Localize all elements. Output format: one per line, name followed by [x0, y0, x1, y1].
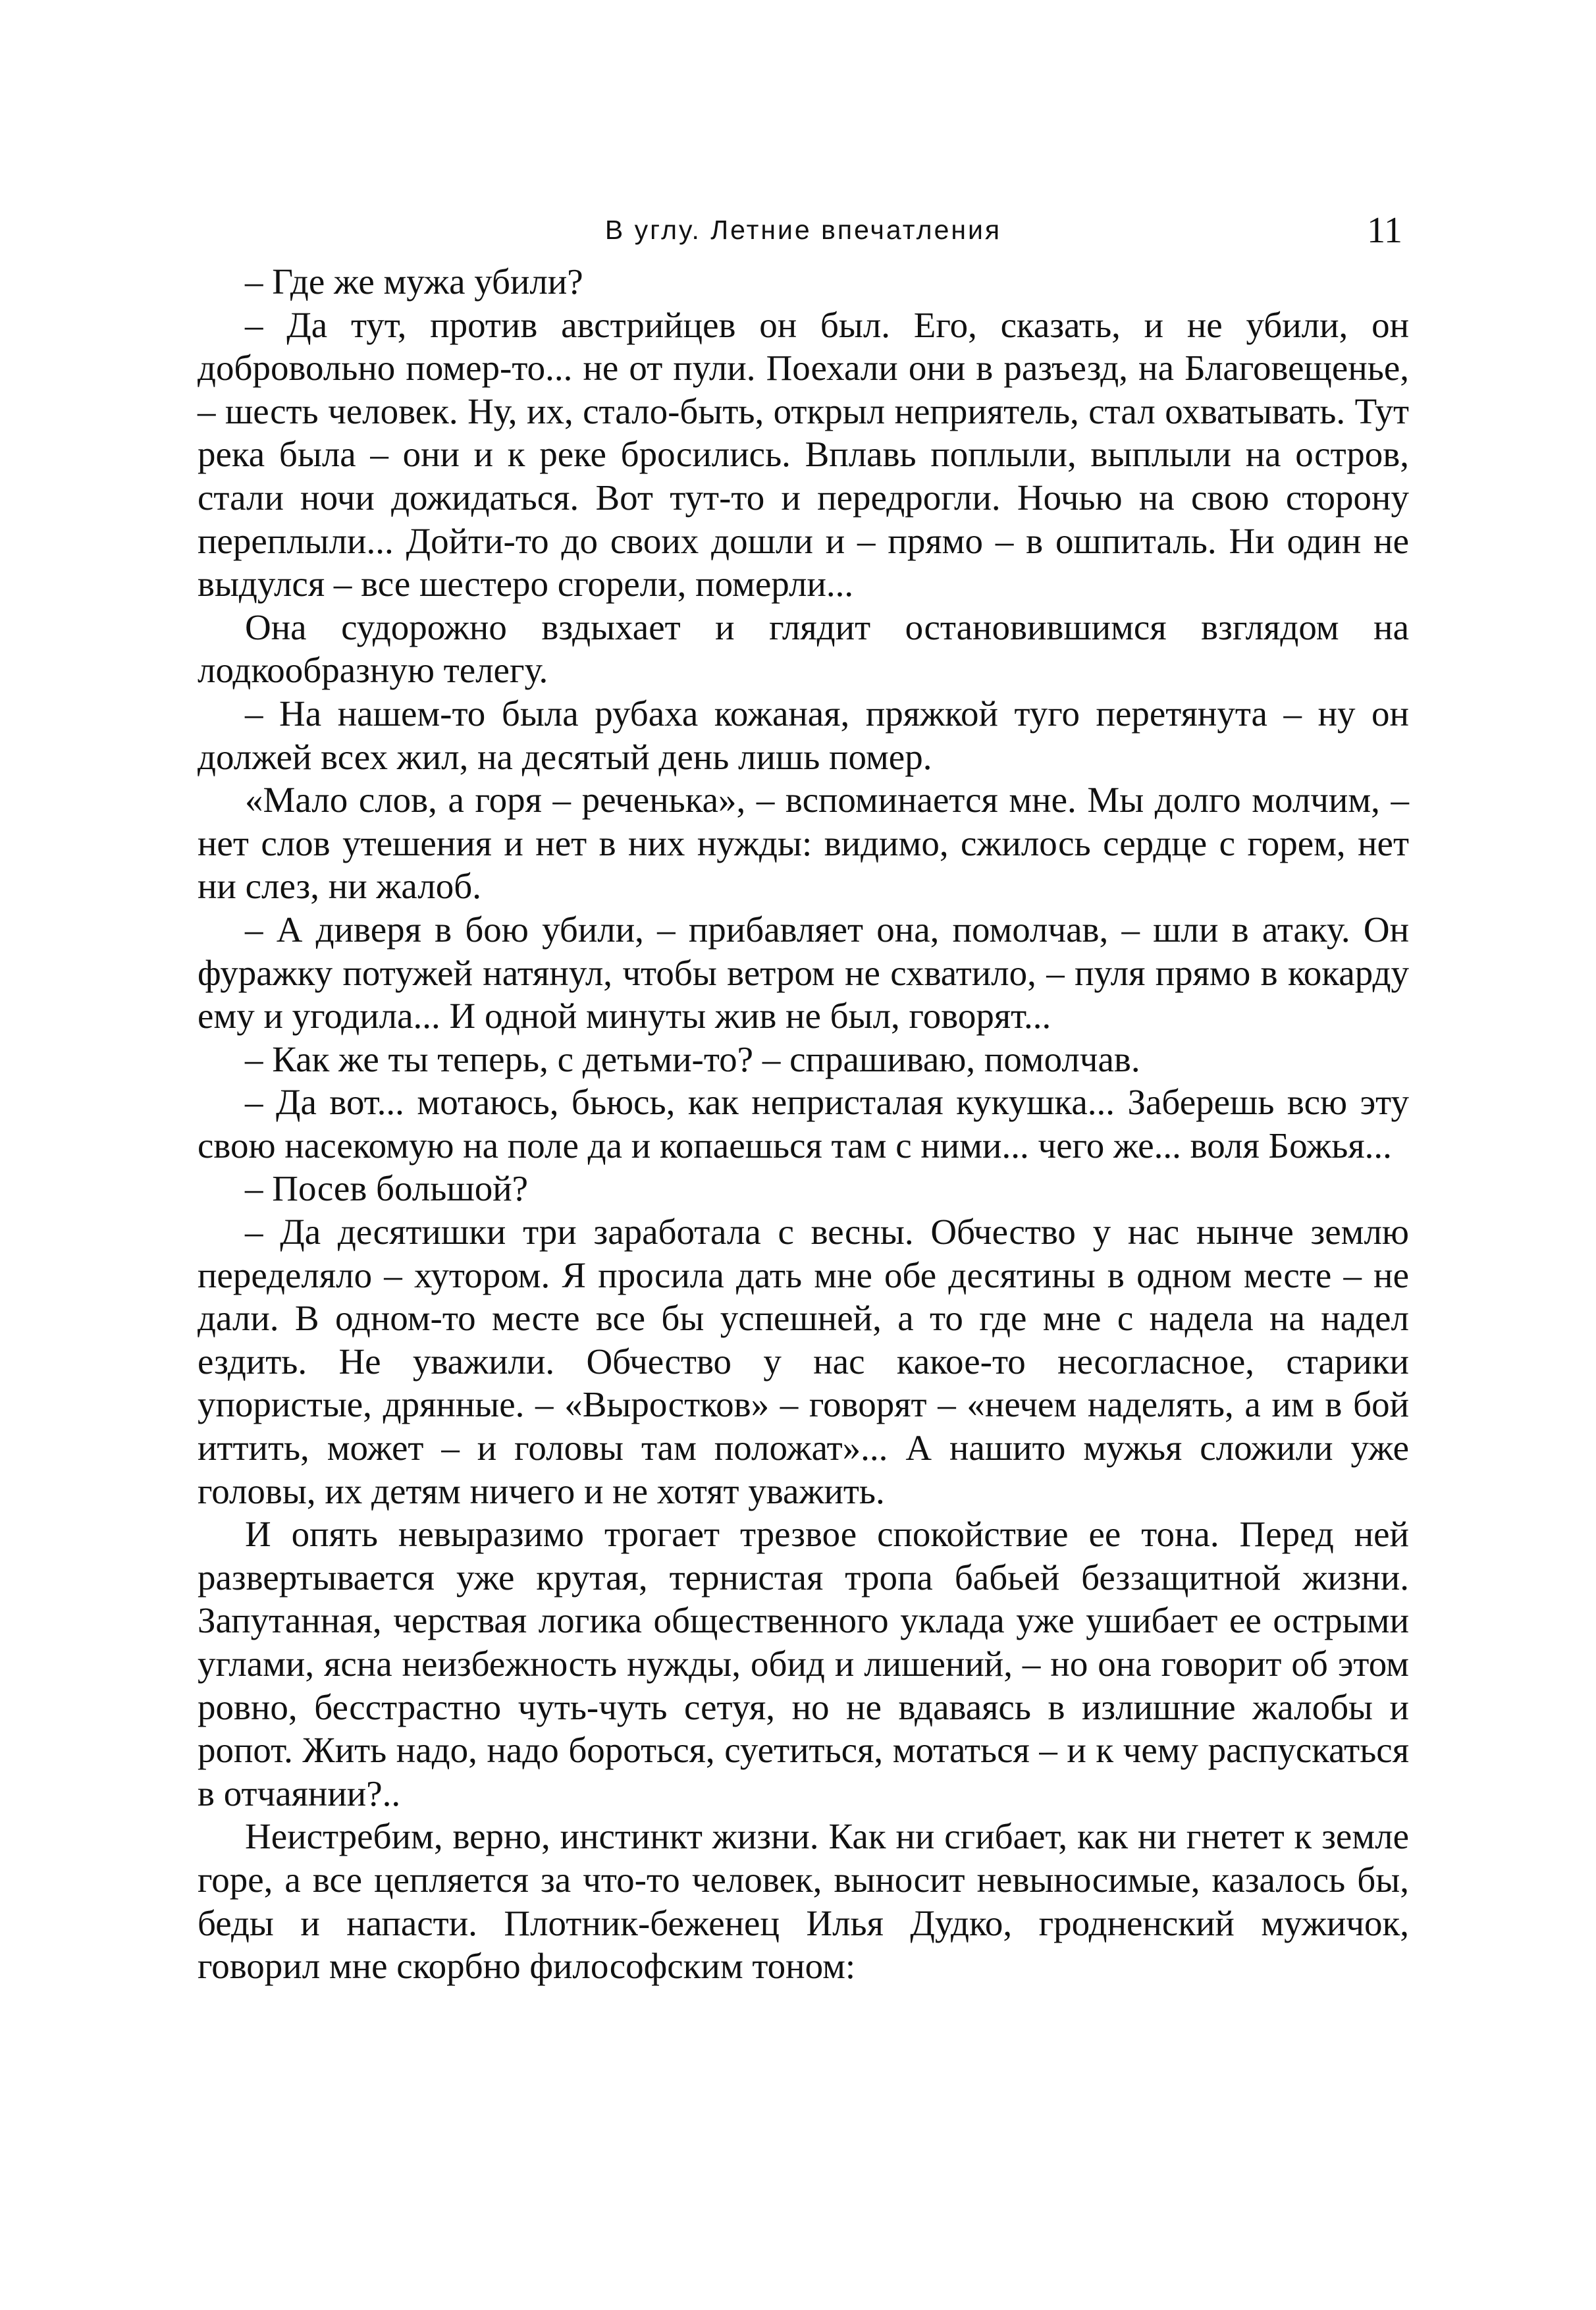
paragraph: – Да вот... мотаюсь, бьюсь, как непристалая кукушка... Заберешь всю эту свою насекомую на поле да и копаешься там с ними... чего же... воля Божья... [198, 1082, 1409, 1166]
paragraph: – А диверя в бою убили, – прибавляет она, помолчав, – шли в атаку. Он фуражку потужей натянул, чтобы ветром не схватило, – пуля прямо в кокарду ему и угодила... И одной минуты жив не был, говорят... [198, 909, 1409, 1036]
paragraph: Неистребим, верно, инстинкт жизни. Как ни сгибает, как ни гнетет к земле горе, а все цепляется за что-то человек, выносит невыносимые, казалось бы, беды и напасти. Плотник-беженец Илья Дудко, гродненский мужичок, говорил мне скорбно философским тоном: [198, 1816, 1409, 1987]
paragraph: – Да десятишки три заработала с весны. Обчество у нас нынче землю переделяло – хутором. Я просила дать мне обе десятины в одном месте – не дали. В одном-то месте все бы успешней, а то где мне с надела на надел ездить. Не уважили. Обчество у нас какое-то несогласное, старики упористые, дрянные. – «Выростков» – говорят – «нечем наделять, а им в бой иттить, может – и головы там положат»... А нашито мужья сложили уже головы, их детям ничего и не хотят уважить. [198, 1212, 1409, 1511]
page-number: 11 [1367, 210, 1402, 251]
paragraph: – Посев большой? [245, 1168, 529, 1209]
paragraph: – Как же ты теперь, с детьми-то? – спрашиваю, помолчав. [245, 1038, 1140, 1079]
paragraph: – Да тут, против австрийцев он был. Его, сказать, и не убили, он добровольно помер-то... не от пули. Поехали они в разъезд, на Благовещенье, – шесть человек. Ну, их, стало-быть, открыл неприятель, стал охватывать. Тут река была – они и к реке бросились. Вплавь поплыли, выплыли на остров, стали ночи дожидаться. Вот тут-то и передрогли. Ночью на свою сторону переплыли... Дойти-то до своих дошли и – прямо – в ошпиталь. Ни один не выдулся – все шестеро сгорели, померли... [198, 304, 1409, 604]
paragraph: Она судорожно вздыхает и глядит остановившимся взглядом на лодкообразную телегу. [198, 606, 1409, 691]
text-column [198, 260, 1409, 1988]
running-head [198, 209, 1409, 255]
paragraph: – На нашем-то была рубаха кожаная, пряжкой туго перетянута – ну он должей всех жил, на десятый день лишь помер. [198, 693, 1409, 777]
running-title: В углу. Летние впечатления [604, 215, 1002, 245]
paragraph: «Мало слов, а горя – реченька», – вспоминается мне. Мы долго молчим, – нет слов утешения и нет в них нужды: видимо, сжилось сердце с горем, нет ни слез, ни жалоб. [198, 780, 1409, 907]
paragraph: – Где же мужа убили? [245, 261, 583, 302]
paragraph: И опять невыразимо трогает трезвое спокойствие ее тона. Перед ней развертывается уже крутая, тернистая тропа бабьей беззащитной жизни. Запутанная, черствая логика общественного уклада уже ушибает ее острыми углами, ясна неизбежность нужды, обид и лишений, – но она говорит об этом ровно, бесстрастно чуть-чуть сетуя, но не вдаваясь в излишние жалобы и ропот. Жить надо, надо бороться, суетиться, мотаться – и к чему распускаться в отчаянии?.. [198, 1514, 1409, 1813]
